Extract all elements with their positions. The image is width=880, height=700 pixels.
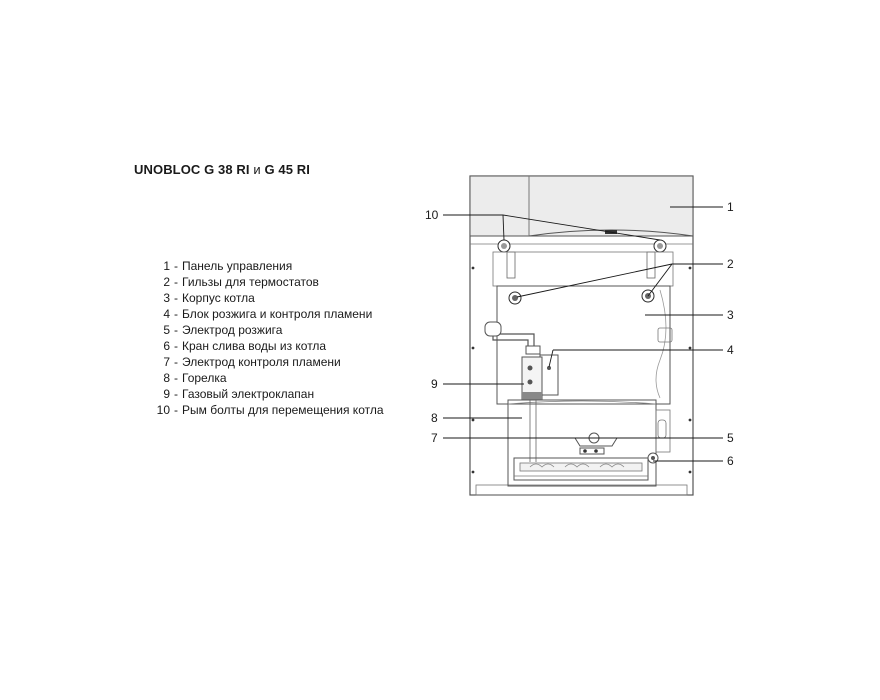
legend-dash: -: [174, 339, 178, 353]
callout-2: 2: [727, 257, 734, 271]
drain-tap: [648, 453, 658, 463]
title-model-1: UNOBLOC G 38 RI: [134, 162, 250, 177]
legend-dash: -: [174, 355, 178, 369]
legend-label: Блок розжига и контроля пламени: [182, 307, 373, 321]
boiler-body: [493, 252, 673, 404]
title-conjunction: и: [253, 162, 261, 177]
legend-number: 9: [163, 387, 170, 401]
legend-number: 10: [156, 403, 170, 417]
legend-dash: -: [174, 387, 178, 401]
legend-dash: -: [174, 371, 178, 385]
eye-bolts: [498, 240, 666, 278]
legend-number: 4: [163, 307, 170, 321]
legend-label: Электрод розжига: [182, 323, 283, 337]
burner-ramp: [514, 458, 648, 480]
legend-label: Кран слива воды из котла: [182, 339, 327, 353]
legend-number: 1: [163, 259, 170, 273]
legend-label: Корпус котла: [182, 291, 255, 305]
callout-6: 6: [727, 454, 734, 468]
callout-labels: [425, 200, 734, 468]
callout-4: 4: [727, 343, 734, 357]
legend-label: Горелка: [182, 371, 227, 385]
legend-dash: -: [174, 259, 178, 273]
callout-8: 8: [431, 411, 438, 425]
callout-10: 10: [425, 208, 439, 222]
legend-dash: -: [174, 323, 178, 337]
title-model-2: G 45 RI: [264, 162, 310, 177]
callout-5: 5: [727, 431, 734, 445]
legend-number: 7: [163, 355, 170, 369]
burner-compartment: [508, 400, 670, 486]
legend-label: Панель управления: [182, 259, 293, 273]
legend-dash: -: [174, 307, 178, 321]
callout-7: 7: [431, 431, 438, 445]
legend-number: 2: [163, 275, 170, 289]
callout-9: 9: [431, 377, 438, 391]
gas-solenoid-valve: [522, 357, 542, 400]
legend-label: Рым болты для перемещения котла: [182, 403, 384, 417]
ignition-control-unit: [540, 355, 558, 395]
legend-label: Газовый электроклапан: [182, 387, 315, 401]
legend-label: Гильзы для термостатов: [182, 275, 319, 289]
legend-number: 5: [163, 323, 170, 337]
thermostat-wells: [509, 290, 654, 304]
legend-number: 8: [163, 371, 170, 385]
gas-pipe: [485, 322, 540, 354]
leader-lines: [443, 207, 723, 461]
legend-label: Электрод контроля пламени: [182, 355, 341, 369]
electrodes: [575, 433, 617, 454]
legend-number: 3: [163, 291, 170, 305]
legend-dash: -: [174, 291, 178, 305]
legend-number: 6: [163, 339, 170, 353]
legend-dash: -: [174, 275, 178, 289]
legend-dash: -: [174, 403, 178, 417]
callout-3: 3: [727, 308, 734, 322]
callout-1: 1: [727, 200, 734, 214]
